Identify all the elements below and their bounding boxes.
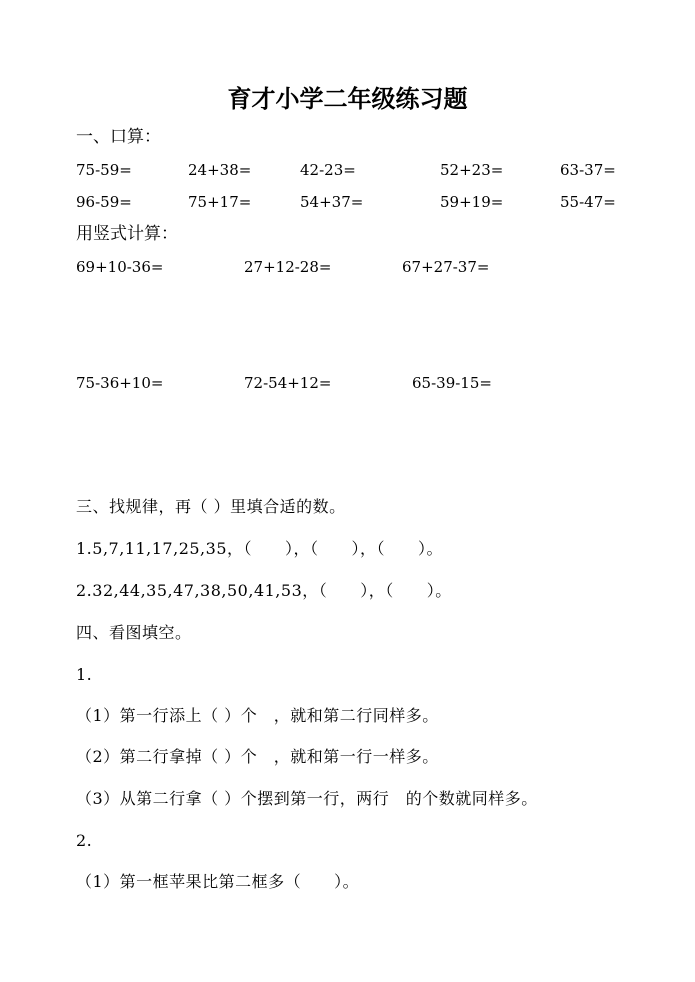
pattern-question-1: 1.5,7,11,17,25,35，（ ），（ ），（ ）。	[76, 539, 443, 558]
pattern-question-2: 2.32,44,35,47,38,50,41,53，（ ），（ ）。	[76, 581, 452, 600]
oral-problem: 52+23=	[440, 161, 504, 179]
question-number: 1.	[76, 665, 93, 684]
vertical-problem: 65-39-15=	[412, 374, 492, 392]
section-heading-find-pattern: 三、找规律，再（ ）里填合适的数。	[76, 497, 346, 516]
fill-blank-item: （1）第一框苹果比第二框多（ ）。	[76, 872, 360, 891]
vertical-problem: 27+12-28=	[244, 258, 332, 276]
fill-blank-item: （3）从第二行拿（ ）个摆到第一行，两行 的个数就同样多。	[76, 789, 538, 808]
oral-problem: 24+38=	[188, 161, 252, 179]
section-heading-picture-fill: 四、看图填空。	[76, 623, 192, 642]
oral-problem: 75-59=	[76, 161, 132, 179]
oral-problem: 42-23=	[300, 161, 356, 179]
vertical-problem: 72-54+12=	[244, 374, 332, 392]
vertical-problem: 67+27-37=	[402, 258, 490, 276]
section-heading-oral-calculation: 一、口算：	[76, 127, 161, 147]
page-title: 育才小学二年级练习题	[227, 85, 468, 113]
oral-problem: 55-47=	[560, 193, 616, 211]
fill-blank-item: （2）第二行拿掉（ ）个 ，就和第一行一样多。	[76, 747, 439, 766]
vertical-problem: 75-36+10=	[76, 374, 164, 392]
section-heading-vertical-calculation: 用竖式计算：	[76, 224, 178, 244]
oral-problem: 96-59=	[76, 193, 132, 211]
oral-problem: 75+17=	[188, 193, 252, 211]
oral-problem: 59+19=	[440, 193, 504, 211]
oral-problem: 63-37=	[560, 161, 616, 179]
oral-problem: 54+37=	[300, 193, 364, 211]
question-number: 2.	[76, 831, 93, 850]
vertical-problem: 69+10-36=	[76, 258, 164, 276]
fill-blank-item: （1）第一行添上（ ）个 ，就和第二行同样多。	[76, 706, 439, 725]
